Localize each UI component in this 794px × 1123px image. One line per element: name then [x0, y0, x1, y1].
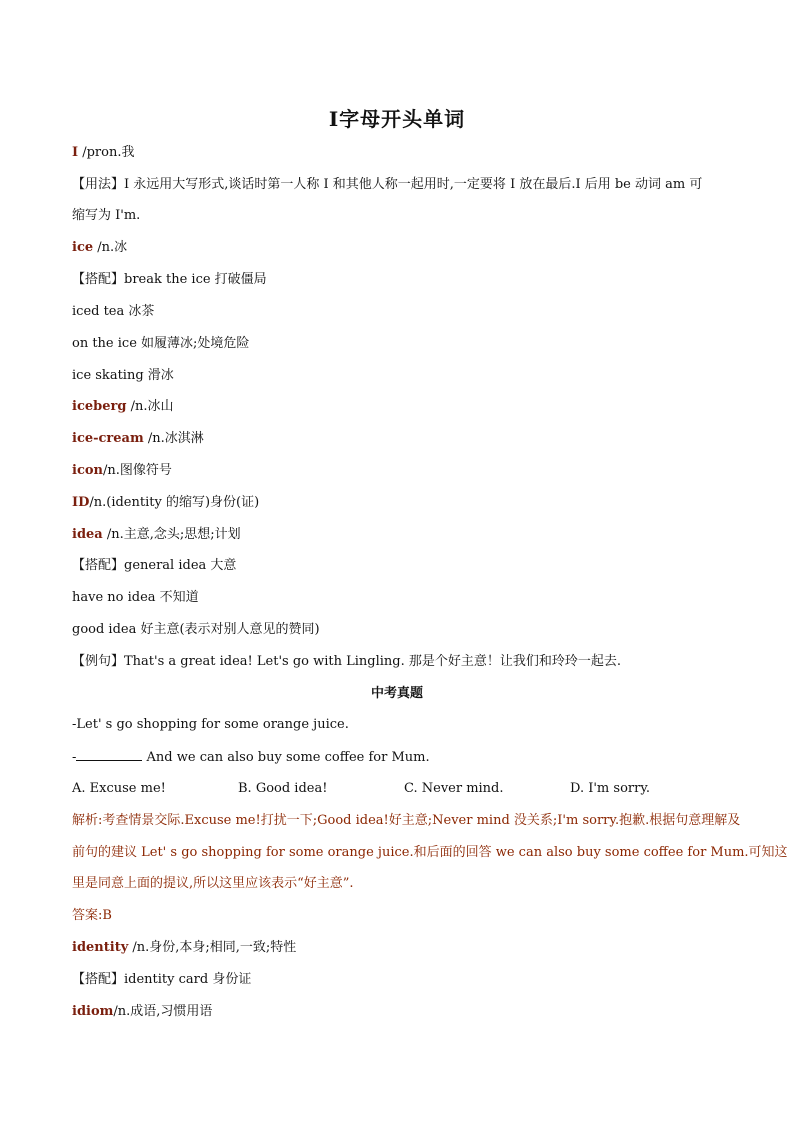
page-title: I字母开头单词 [328, 107, 466, 131]
entry-identity [72, 938, 732, 958]
options-row [72, 779, 732, 799]
headword: ice-cream [72, 431, 144, 446]
definition: /n.主意,念头;思想;计划 [102, 527, 241, 542]
answer-blank [76, 747, 142, 761]
question-line: -Let' s go shopping for some orange juice. [72, 717, 349, 732]
phrase: 【搭配】identity card 身份证 [72, 972, 252, 987]
definition: /n.冰淇淋 [143, 431, 204, 446]
phrase: 【搭配】general idea 大意 [72, 558, 237, 573]
usage-note-cont: 缩写为 I'm. [72, 208, 141, 223]
entry-idea [72, 525, 732, 545]
entry-ice-cream [72, 429, 732, 449]
headword: idea [72, 527, 103, 542]
headword: I [72, 145, 79, 160]
option-d: D. I'm sorry. [570, 781, 651, 796]
option-a: A. Excuse me! [72, 781, 166, 796]
phrase: good idea 好主意(表示对别人意见的赞同) [72, 622, 320, 637]
analysis-text: 解析:考查情景交际.Excuse me!打扰一下;Good idea!好主意;Never mind 没关系;I'm sorry.抱歉.根据句意理解及 [72, 813, 741, 828]
headword: ID [72, 495, 90, 510]
phrase: on the ice 如履薄冰;处境危险 [72, 336, 250, 351]
definition: /n.冰 [93, 240, 128, 255]
entry-idiom [72, 1002, 732, 1022]
entry-id [72, 493, 732, 513]
headword: iceberg [72, 399, 127, 414]
phrase: iced tea 冰茶 [72, 304, 155, 319]
usage-note: 【用法】I 永远用大写形式,谈话时第一人称 I 和其他人称一起用时,一定要将 I 放在最后.I 后用 be 动词 am 可 [72, 177, 703, 192]
headword: identity [72, 940, 129, 955]
question-text: And we can also buy some coffee for Mum. [142, 750, 430, 765]
definition: /n.(identity 的缩写)身份(证) [89, 495, 260, 510]
option-c: C. Never mind. [404, 781, 504, 796]
definition: /n.成语,习惯用语 [113, 1004, 213, 1019]
phrase: have no idea 不知道 [72, 590, 199, 605]
entry-icon [72, 461, 732, 481]
phrase: 【搭配】break the ice 打破僵局 [72, 272, 267, 287]
headword: ice [72, 240, 94, 255]
headword: icon [72, 463, 103, 478]
phrase: ice skating 滑冰 [72, 368, 174, 383]
entry-iceberg [72, 397, 732, 417]
entry-i [72, 143, 732, 163]
definition: /pron.我 [78, 145, 135, 160]
definition: /n.冰山 [126, 399, 174, 414]
exam-heading: 中考真题 [370, 686, 423, 701]
answer: 答案:B [72, 908, 112, 923]
headword: idiom [72, 1004, 114, 1019]
definition: /n.图像符号 [102, 463, 172, 478]
analysis-text-cont: 前句的建议 Let' s go shopping for some orange juice.和后面的回答 we can also buy some coffee for Mum.可知这 [72, 845, 788, 860]
example-sentence: 【例句】That's a great idea! Let's go with Lingling. 那是个好主意！让我们和玲玲一起去. [72, 654, 622, 669]
analysis-text-end: 里是同意上面的提议,所以这里应该表示“好主意”. [72, 876, 354, 891]
entry-ice [72, 238, 732, 258]
option-b: B. Good idea! [238, 781, 328, 796]
definition: /n.身份,本身;相同,一致;特性 [128, 940, 297, 955]
dash: - [72, 750, 77, 765]
question-blank-line [72, 747, 732, 768]
